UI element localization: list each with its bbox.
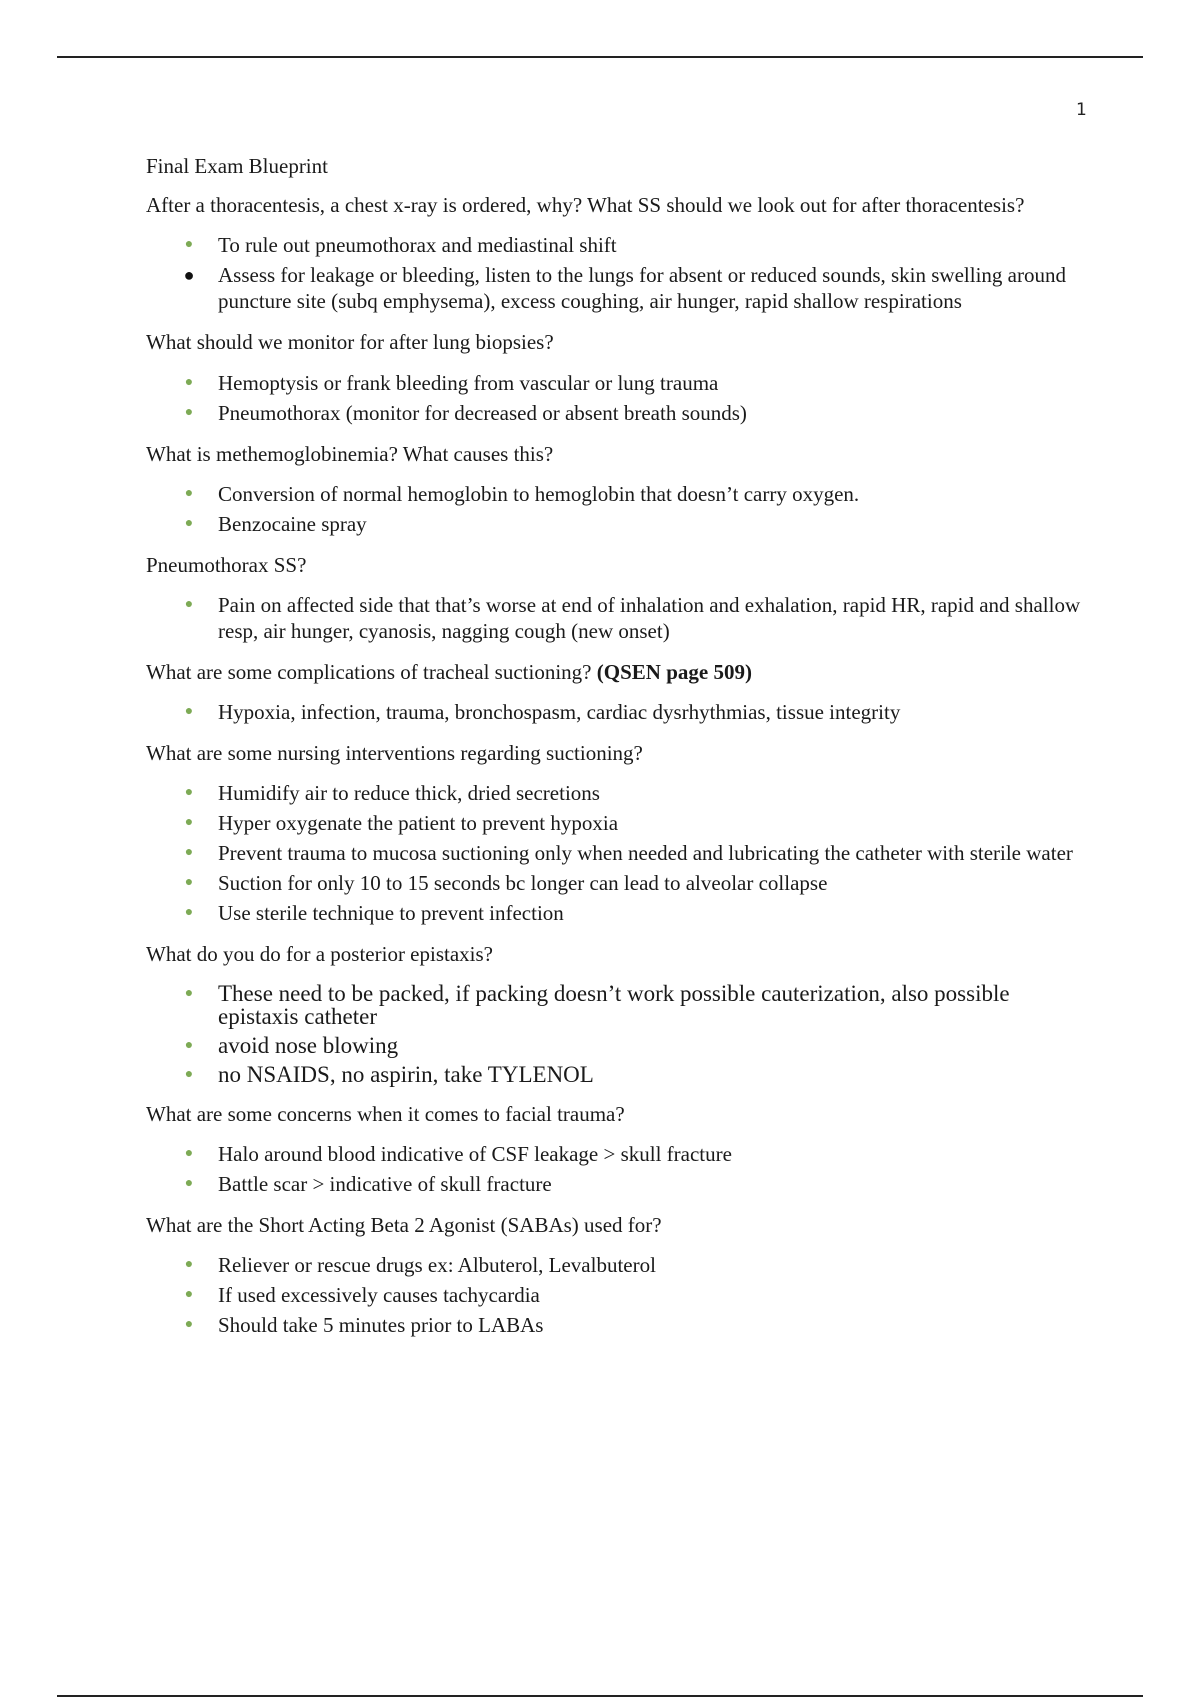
answer-text: Reliever or rescue drugs ex: Albuterol, Levalbuterol	[218, 1252, 656, 1277]
list-item	[184, 232, 1086, 258]
bullet-icon: ●	[184, 237, 194, 253]
answer-list	[146, 1141, 1086, 1197]
bullet-icon: ●	[183, 265, 195, 286]
answer-text: no NSAIDS, no aspirin, take TYLENOL	[218, 1061, 594, 1087]
bullet-icon: ●	[184, 1145, 194, 1161]
list-item	[184, 900, 1086, 926]
bullet-icon: ●	[184, 985, 194, 1001]
qa-section	[146, 1102, 1086, 1197]
document-title: Final Exam Blueprint	[146, 154, 328, 178]
answer-list	[146, 1252, 1086, 1338]
bullet-icon: ●	[184, 404, 194, 420]
bullet-icon: ●	[184, 515, 194, 531]
bullet-icon: ●	[184, 1037, 194, 1053]
answer-text: Halo around blood indicative of CSF leakage > skull fracture	[218, 1141, 732, 1166]
bullet-icon: ●	[184, 785, 194, 801]
bullet-icon: ●	[184, 815, 194, 831]
answer-list	[146, 699, 1086, 725]
list-item	[183, 262, 1086, 314]
question: What are some nursing interventions regarding suctioning?	[146, 741, 643, 766]
document-body	[146, 154, 1086, 1354]
list-item	[184, 699, 1086, 725]
answer-text: Assess for leakage or bleeding, listen to the lungs for absent or reduced sounds, skin swelling around puncture site (subq emphysema), excess coughing, air hunger, rapid shallow respirations	[218, 263, 1066, 314]
answer-text: Hypoxia, infection, trauma, bronchospasm, cardiac dysrhythmias, tissue integrity	[218, 700, 901, 725]
question: What should we monitor for after lung biopsies?	[146, 330, 554, 355]
bullet-icon: ●	[184, 485, 194, 501]
answer-text: Suction for only 10 to 15 seconds bc longer can lead to alveolar collapse	[218, 871, 828, 896]
list-item	[184, 1282, 1086, 1308]
answer-text: Should take 5 minutes prior to LABAs	[218, 1312, 544, 1337]
bullet-icon: ●	[184, 704, 194, 720]
answer-text: Use sterile technique to prevent infection	[218, 901, 564, 926]
question: After a thoracentesis, a chest x-ray is ordered, why? What SS should we look out for after thoracentesis?	[146, 193, 1025, 218]
qa-section	[146, 553, 1086, 644]
qa-section	[146, 442, 1086, 537]
qa-section	[146, 1213, 1086, 1338]
answer-text: avoid nose blowing	[218, 1032, 399, 1058]
question: What are some concerns when it comes to facial trauma?	[146, 1101, 625, 1126]
list-item	[184, 1141, 1086, 1167]
qa-section	[146, 193, 1086, 314]
list-item	[184, 810, 1086, 836]
answer-list	[146, 780, 1086, 926]
qa-section	[146, 660, 1086, 725]
answer-text: Hyper oxygenate the patient to prevent hypoxia	[218, 811, 619, 836]
qa-section	[146, 741, 1086, 926]
list-item	[184, 1252, 1086, 1278]
list-item	[184, 1032, 1086, 1058]
answer-list	[146, 481, 1086, 537]
answer-text: Conversion of normal hemoglobin to hemoglobin that doesn’t carry oxygen.	[218, 481, 860, 506]
answer-list	[146, 592, 1086, 644]
answer-text: Prevent trauma to mucosa suctioning only when needed and lubricating the catheter with sterile water	[218, 841, 1073, 866]
question-reference: (QSEN page 509)	[596, 659, 752, 684]
qa-section	[146, 330, 1086, 425]
answer-text: To rule out pneumothorax and mediastinal shift	[218, 233, 617, 258]
question: What are the Short Acting Beta 2 Agonist (SABAs) used for?	[146, 1212, 662, 1237]
answer-text: These need to be packed, if packing doesn’t work possible cauterization, also possible epistaxis catheter	[218, 980, 1010, 1029]
list-item	[184, 1171, 1086, 1197]
bullet-icon: ●	[184, 374, 194, 390]
answer-text: Humidify air to reduce thick, dried secretions	[218, 781, 600, 806]
answer-text: Pain on affected side that that’s worse at end of inhalation and exhalation, rapid HR, rapid and shallow resp, air hunger, cyanosis, nagging cough (new onset)	[218, 592, 1081, 643]
list-item	[184, 370, 1086, 396]
list-item	[184, 592, 1086, 644]
bullet-icon: ●	[184, 875, 194, 891]
footer-rule	[57, 1695, 1143, 1697]
page-number: 1	[1076, 100, 1087, 120]
question	[146, 660, 1086, 685]
question-text: What are some complications of tracheal suctioning?	[146, 659, 592, 684]
bullet-icon: ●	[184, 905, 194, 921]
question: Pneumothorax SS?	[146, 552, 307, 577]
list-item	[184, 511, 1086, 537]
answer-text: If used excessively causes tachycardia	[218, 1282, 540, 1307]
list-item	[184, 1061, 1086, 1087]
answer-list	[146, 982, 1086, 1086]
list-item	[184, 870, 1086, 896]
bullet-icon: ●	[184, 1256, 194, 1272]
list-item	[184, 780, 1086, 806]
list-item	[184, 1312, 1086, 1338]
answer-list	[146, 370, 1086, 426]
question: What do you do for a posterior epistaxis?	[146, 942, 493, 967]
bullet-icon: ●	[184, 1066, 194, 1082]
question: What is methemoglobinemia? What causes this?	[146, 441, 554, 466]
answer-list	[146, 232, 1086, 314]
answer-text: Battle scar > indicative of skull fracture	[218, 1171, 552, 1196]
bullet-icon: ●	[184, 1316, 194, 1332]
bullet-icon: ●	[184, 1175, 194, 1191]
answer-text: Benzocaine spray	[218, 511, 367, 536]
list-item	[184, 980, 1086, 1029]
list-item	[184, 840, 1086, 866]
answer-text: Pneumothorax (monitor for decreased or absent breath sounds)	[218, 400, 747, 425]
list-item	[184, 400, 1086, 426]
answer-text: Hemoptysis or frank bleeding from vascular or lung trauma	[218, 370, 719, 395]
header-rule	[57, 56, 1143, 58]
qa-section	[146, 942, 1086, 1085]
bullet-icon: ●	[184, 845, 194, 861]
list-item	[184, 481, 1086, 507]
bullet-icon: ●	[184, 596, 194, 612]
bullet-icon: ●	[184, 1286, 194, 1302]
